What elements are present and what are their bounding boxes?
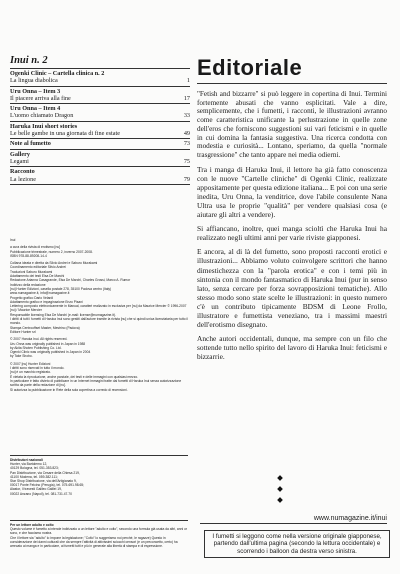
toc-item-title: Il piacere arriva alla fine bbox=[10, 94, 71, 102]
toc-heading-row bbox=[10, 140, 190, 147]
credit-line: ISBN 978-88-89208-14-4 bbox=[10, 253, 47, 258]
toc-item-title: Legami bbox=[10, 157, 29, 165]
toc-heading-row bbox=[10, 151, 190, 158]
distribution-line: 41100 Modena, tel. 059-382.111; bbox=[10, 474, 58, 479]
toc-heading: Uru Onna – Item 4 bbox=[10, 105, 61, 113]
distribution-line: Hunter, via Bartolemo 12, bbox=[10, 462, 48, 467]
toc-page-number: 17 bbox=[183, 94, 190, 102]
diamond-ornaments bbox=[270, 476, 290, 509]
toc-heading: Note al fumetto bbox=[10, 140, 51, 148]
toc-heading: Gallery bbox=[10, 150, 30, 158]
credit-line: Adattamento grafico e impaginazione Enzo Pisani bbox=[10, 299, 83, 304]
credit-line: Editore Hunter srl bbox=[10, 329, 36, 334]
toc-page-number: 75 bbox=[183, 157, 190, 165]
distribution-line: 00017 Ponte Felcino (Perugia), tel. 075-691.98.65; bbox=[10, 483, 85, 488]
credit-line: © 2007 [nu] Hunter Edizioni bbox=[10, 361, 51, 366]
toc-item-title: L'uomo chiamato Dragon bbox=[10, 112, 74, 120]
toc-item-row bbox=[10, 77, 190, 84]
toc-item-row bbox=[10, 158, 190, 165]
credit-line: Progetto grafico Dario Velardi bbox=[10, 295, 54, 300]
credit-line: In particolare è fatto divieto di pubblicare in un Internet immagini tratte dai fumetti di Haruka Inui senza autorizzazione scritta da parte della redazione di [nu]. bbox=[10, 378, 182, 388]
credit-line: I diritti di tutti i fumetti di Haruka Inui sono gestiti dall'autore tramite la rivista [nu] che si quindi unica licenziataria per tutto il mondo. bbox=[10, 317, 189, 326]
credit-line: Traduzioni Saburo Murakami bbox=[10, 269, 53, 274]
table-of-contents bbox=[10, 55, 190, 185]
distribution-heading: Distributori nazionali bbox=[10, 458, 43, 462]
notes-heading: Per un lettore adulto e colto bbox=[10, 523, 54, 527]
credit-line: [nu] Hunter Edizioni, casella postale 278, 35100 Padova centro (Italy) bbox=[10, 286, 112, 291]
toc-entry bbox=[10, 121, 190, 139]
distribution-line: Star Shop Distribuzione, via dell'Artigianato 9, bbox=[10, 479, 77, 484]
toc-page-number: 73 bbox=[183, 140, 190, 148]
toc-item-row bbox=[10, 95, 190, 102]
toc-entry bbox=[10, 149, 190, 167]
credit-line: Redazione Arianna Casagrande, Elsa De Marchi, Charles Grossi, Marco A. Rumor bbox=[10, 278, 131, 283]
editorial-paragraph: Anche autori occidentali, dunque, ma sempre con un filo che sottende tutto nello spirito del lavoro di Haruka Inui: feticismi e bizzarrie. bbox=[197, 334, 387, 362]
toc-page-number: 49 bbox=[183, 130, 190, 138]
distribution-line: Alastor, Il travesti Galileo Galilei 19, bbox=[10, 487, 62, 492]
toc-page-number: 79 bbox=[183, 175, 190, 183]
credit-line: I diritti sono riservati in tutto il mondo. bbox=[10, 366, 65, 371]
credits-block bbox=[10, 238, 188, 392]
editorial-paragraph: "Fetish and bizzarre" si può leggere in copertina di Inui. Termini fortemente abusati che vanno esplicitati. Vale a dire, semplicemente, che i fumetti, i racconti, le illustrazioni avranno come caratteristica unificante la perlustrazione in quelle zone dell'eros che forniscono suggestioni sui vari feticismi e in quelle in cui domina la fantasia suggestiva. Una ricerca condotta con modestia e curiosità... Lontano, speriamo, da quella "normale trasgressione" che tanto appare nei media odierni. bbox=[197, 90, 387, 159]
diamond-icon bbox=[277, 497, 283, 503]
toc-heading-row bbox=[10, 168, 190, 175]
toc-list bbox=[10, 68, 190, 184]
toc-heading-row bbox=[10, 123, 190, 130]
toc-item-row bbox=[10, 176, 190, 183]
editorial-paragraph: Tra i manga di Haruka Inui, il lettore ha già fatto conoscenza con le nuove "Cartelle cliniche" di Ogenki Clinic, realizzate appositamente per questa edizione italiana... E poi con una serie inedita, Uru Onna, la venditrice, dove l'abile consulente Nana Ultra usa le proprie "qualità" per vendere qualsiasi cosa (e aiutare gli altri a vendere). bbox=[197, 164, 387, 220]
credit-line: Stampa Centrooffset Master, Mestrino (Padova) bbox=[10, 325, 80, 330]
distribution-line: 40129 Bologna, tel. 051-353.823; bbox=[10, 466, 59, 471]
toc-heading: Uru Onna – Item 3 bbox=[10, 87, 61, 95]
volume-title: Inui n. 2 bbox=[10, 55, 48, 66]
credit-line: a cura della rivista di erotismo [nu] bbox=[10, 245, 61, 250]
reader-notes-block bbox=[10, 520, 188, 548]
toc-item-title: Le belle gambe in una giornata di fine estate bbox=[10, 130, 120, 138]
toc-heading-row bbox=[10, 105, 190, 112]
editorial-body bbox=[197, 90, 387, 362]
credit-line: Lettering composto elettronicamente in Manual, caratteri realizzato in esclusiva per [nu] da Maurice Mercier © 1996-2007 [nu] / Maurice Mercier bbox=[10, 304, 187, 313]
toc-entry bbox=[10, 103, 190, 121]
credit-line: È vietata la riproduzione, anche parziale, dei testi e delle immagini con qualsiasi mezzo. bbox=[10, 374, 139, 379]
reading-direction-note: I fumetti si leggono come nella versione originale giapponese, partendo dall'ultima pagina (secondo la lettura occidentale) e scorrendo i balloon da destra verso sinistra. bbox=[204, 530, 390, 558]
toc-page-number: 1 bbox=[186, 77, 190, 85]
notes-paragraph: Questo volume è fumetto a intende indirizzato a un lettore "adulto e colto", secondo una formula già usata da altri, anni or sono, e che facciamo nostra. bbox=[10, 527, 187, 536]
editorial-title: Editoriale bbox=[197, 55, 387, 84]
diamond-icon bbox=[277, 486, 283, 492]
toc-heading: Ogenki Clinic – Cartella clinica n. 2 bbox=[10, 70, 105, 77]
credit-line: [nu] è un marchio registrato. bbox=[10, 370, 52, 375]
toc-heading: Racconto bbox=[10, 168, 35, 176]
distribution-block bbox=[10, 455, 188, 496]
diamond-icon bbox=[277, 475, 283, 481]
toc-entry bbox=[10, 138, 190, 148]
toc-heading-row bbox=[10, 70, 190, 77]
distribution-line: 00022 Anzano (Napoli), tel. 081-731.47.70 bbox=[10, 491, 72, 496]
editorial-paragraph: Si affiancano, inoltre, quei manga scioltì che Haruka Inui ha realizzato negli ultimi anni per varie riviste giapponesi. bbox=[197, 224, 387, 243]
credit-line: Coordinamento editoriale Silvio Andrei bbox=[10, 265, 66, 270]
editorial-paragraph: E ancora, al di là del fumetto, sono proposti racconti erotici e illustrazioni... Abbiamo voluto coinvolgere scrittori che hanno dimestichezza con la "parola erotica" e con i temi più in sintonia con il mondo fantasmatico di Haruka Inui (pur in senso lato, senza cercare per forza sovrapposizioni tematiche). Allo stesso modo sono state scelte le illustrazioni: in questo numero c'è un contributo tipicamente BDSM di Leone Frollo, illustratore e fumettista veneziano, tra i massimi maestri dell'erotismo disegnato. bbox=[197, 247, 387, 330]
toc-item-title: La lingua diabolica bbox=[10, 77, 58, 85]
toc-page-number: 33 bbox=[183, 112, 190, 120]
toc-item-row bbox=[10, 130, 190, 137]
distribution-line: Pan Distribuzione, via Cesare della Chiesa 219, bbox=[10, 470, 80, 475]
credit-line: Uru Onna was originally published in Japan in 1988 bbox=[10, 341, 86, 346]
credit-line: Responsabile licensing Elsa De Marchi (e-mail: license@numagazine.it). bbox=[10, 312, 116, 317]
editorial-column bbox=[197, 55, 387, 367]
toc-entry bbox=[10, 166, 190, 184]
credit-line: by Akita Shoten Publishing Co. Ltd. bbox=[10, 345, 62, 350]
credit-line: Adattamento dei testi Elsa De Marchi bbox=[10, 274, 65, 279]
toc-item-title: La lezione bbox=[10, 175, 36, 183]
credit-line: Collana ideata e diretta da Silvio Andrei e Saburo Murakami bbox=[10, 261, 98, 266]
credit-line: by Take Shobo. bbox=[10, 354, 33, 359]
toc-entry bbox=[10, 68, 190, 86]
toc-entry bbox=[10, 86, 190, 104]
credit-line: www.numagazine.it, info@numagazine.it bbox=[10, 291, 70, 296]
toc-heading-row bbox=[10, 88, 190, 95]
notes-paragraph: Che il lettore sia "adulto" lo impone la legislazione; "Colto" lo suggeriamo noi perché, le ragazze) Questo in considerazione dei danni culturali che da sempre l'attività di attivissimi sciocchi censori (e un preconcetto, certo) ha arrecato ai manga e in particolare, ai fumetti tutti e più in generale alla libertà di stampa e di espressione. bbox=[10, 535, 178, 549]
credit-line: Inui bbox=[10, 238, 16, 242]
credit-line: Indirizzo della redazione bbox=[10, 282, 46, 287]
credit-line: © 2007 Haruka Inui. All rights reserved. bbox=[10, 337, 68, 342]
toc-heading: Haruka Inui short stories bbox=[10, 122, 78, 130]
credit-line: Si autorizza la pubblicazione in Rete della sola copertina a corredo di recensioni. bbox=[10, 387, 128, 392]
credit-line: Pubblicazione trimestrale, numero 2, inverno 2007-2008. bbox=[10, 249, 93, 254]
toc-item-row bbox=[10, 112, 190, 119]
website-link[interactable]: www.numagazine.it/inui bbox=[200, 515, 387, 524]
credit-line: Ogenki Clinic was originally published in Japan in 2004 bbox=[10, 350, 91, 355]
